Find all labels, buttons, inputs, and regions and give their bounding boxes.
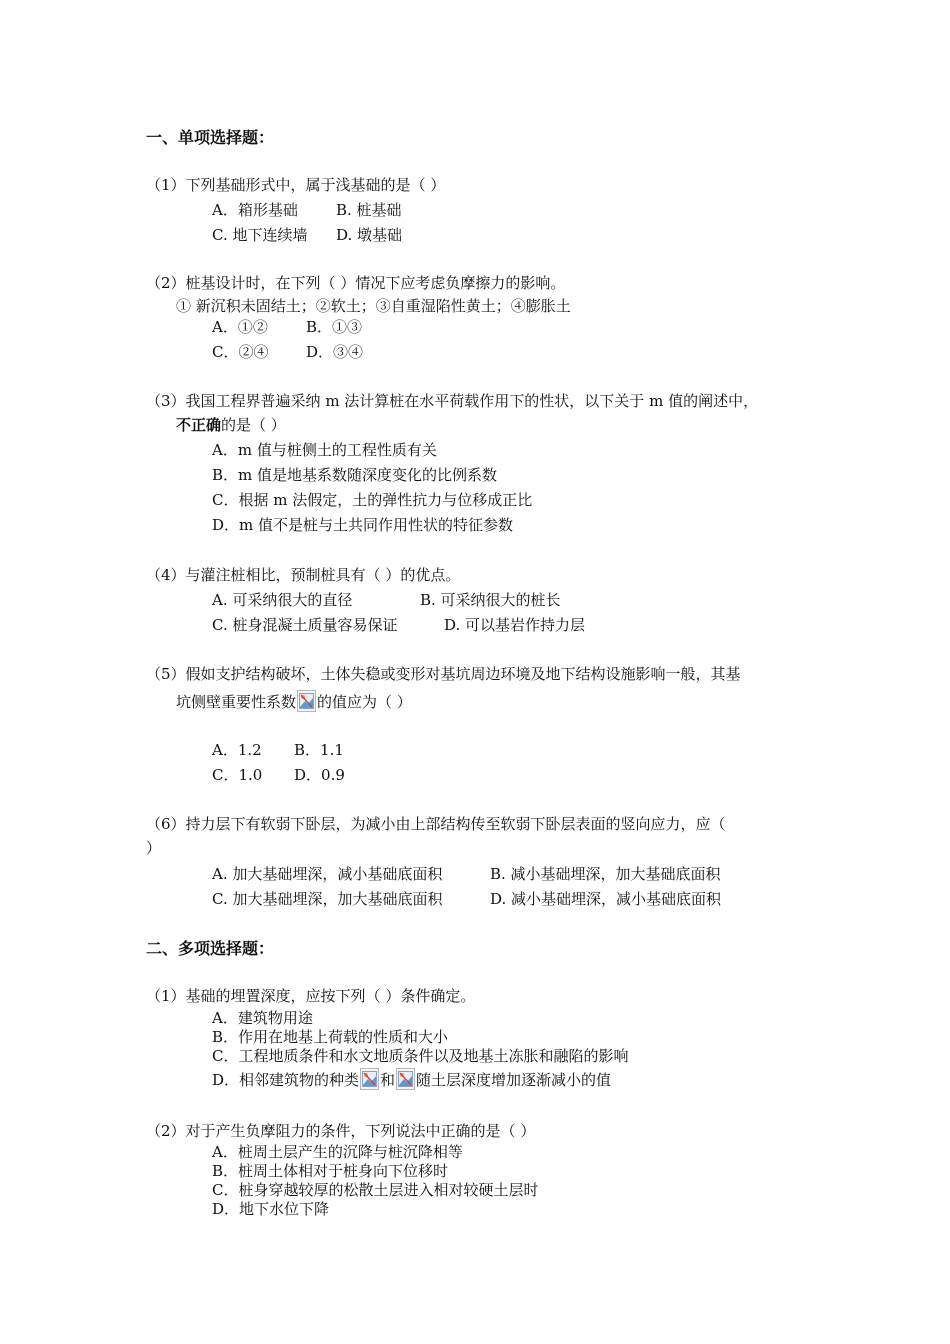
question-4-stem: （4）与灌注桩相比，预制桩具有（ ）的优点。: [146, 566, 461, 584]
question-2-conditions: ① 新沉积未固结土；②软土；③自重湿陷性黄土；④膨胀土: [176, 297, 571, 315]
mc-q1-option-d: [212, 1068, 611, 1090]
q5-option-a: A．1.2: [212, 741, 262, 759]
q4-option-b: B. 可采纳很大的桩长: [420, 591, 561, 609]
q5-option-c: C．1.0: [212, 766, 263, 784]
q3-option-c: C．根据 m 法假定，土的弹性抗力与位移成正比: [212, 491, 533, 509]
q3-option-d: D．m 值不是桩与土共同作用性状的特征参数: [212, 516, 514, 534]
question-5-stem-tail: 的值应为（ ）: [317, 693, 412, 711]
q6-option-b: B. 减小基础埋深，加大基础底面积: [490, 865, 721, 883]
q2-option-d: D．③④: [306, 343, 364, 361]
q1-option-a: A．箱形基础: [212, 201, 298, 219]
question-1-stem: （1）下列基础形式中，属于浅基础的是（ ）: [146, 176, 446, 194]
broken-image-icon: [396, 1068, 415, 1090]
question-3-stem-line2: [176, 415, 286, 435]
section-title-single-choice: 一、单项选择题：: [146, 128, 275, 147]
question-2-stem: （2）桩基设计时，在下列（ ）情况下应考虑负摩擦力的影响。: [146, 274, 566, 292]
q1-option-d: D. 墩基础: [336, 226, 403, 244]
mc-q1-option-c: C．工程地质条件和水文地质条件以及地基土冻胀和融陷的影响: [212, 1047, 629, 1065]
q5-option-d: D．0.9: [294, 766, 345, 784]
q4-option-c: C. 桩身混凝土质量容易保证: [212, 616, 398, 634]
q4-option-d: D. 可以基岩作持力层: [444, 616, 586, 634]
q2-option-b: B．①③: [306, 318, 363, 336]
q3-option-b: B．m 值是地基系数随深度变化的比例系数: [212, 466, 498, 484]
question-6-stem-line1: （6）持力层下有软弱下卧层，为减小由上部结构传至软弱下卧层表面的竖向应力，应（: [146, 815, 726, 833]
q6-option-d: D. 减小基础埋深，减小基础底面积: [490, 890, 722, 908]
question-5-stem-line1: （5）假如支护结构破坏，土体失稳或变形对基坑周边环境及地下结构设施影响一般，其基: [146, 665, 741, 683]
mc-question-2-stem: （2）对于产生负摩阻力的条件，下列说法中正确的是（ ）: [146, 1122, 536, 1140]
q5-option-b: B．1.1: [294, 741, 344, 759]
question-5-stem-part: 坑侧壁重要性系数: [176, 693, 297, 711]
question-3-stem-line1: （3）我国工程界普遍采纳 m 法计算桩在水平荷载作用下的性状，以下关于 m 值的阐述中，: [146, 392, 759, 410]
q3-option-a: A．m 值与桩侧土的工程性质有关: [212, 441, 437, 459]
mc-q2-option-c: C．桩身穿越较厚的松散土层进入相对较硬土层时: [212, 1181, 539, 1199]
mc-question-1-stem: （1）基础的埋置深度，应按下列（ ）条件确定。: [146, 987, 476, 1005]
emphasis-not-correct: 不正确: [176, 416, 222, 434]
question-6-stem-line2: ）: [146, 839, 162, 857]
question-3-stem-tail: 的是（ ）: [221, 416, 286, 434]
broken-image-icon: [360, 1068, 379, 1090]
q4-option-a: A. 可采纳很大的直径: [212, 591, 353, 609]
mc-q1-option-d-part2: 和: [380, 1071, 396, 1089]
broken-image-icon: [297, 690, 316, 712]
q6-option-a: A. 加大基础埋深，减小基础底面积: [212, 865, 443, 883]
mc-q2-option-a: A．桩周土层产生的沉降与桩沉降相等: [212, 1143, 463, 1161]
q6-option-c: C. 加大基础埋深，加大基础底面积: [212, 890, 443, 908]
q2-option-c: C．②④: [212, 343, 269, 361]
mc-q1-option-b: B．作用在地基上荷载的性质和大小: [212, 1028, 449, 1046]
section-title-multiple-choice: 二、多项选择题：: [146, 939, 275, 958]
q2-option-a: A．①②: [212, 318, 268, 336]
question-5-stem-line2: [176, 690, 412, 712]
mc-q2-option-b: B．桩周土体相对于桩身向下位移时: [212, 1162, 449, 1180]
mc-q1-option-a: A．建筑物用途: [212, 1009, 313, 1027]
q1-option-c: C. 地下连续墙: [212, 226, 308, 244]
mc-q1-option-d-part1: D．相邻建筑物的种类: [212, 1071, 360, 1089]
mc-q2-option-d: D．地下水位下降: [212, 1200, 330, 1218]
q1-option-b: B. 桩基础: [336, 201, 402, 219]
mc-q1-option-d-part3: 随土层深度增加逐渐减小的值: [416, 1071, 612, 1089]
